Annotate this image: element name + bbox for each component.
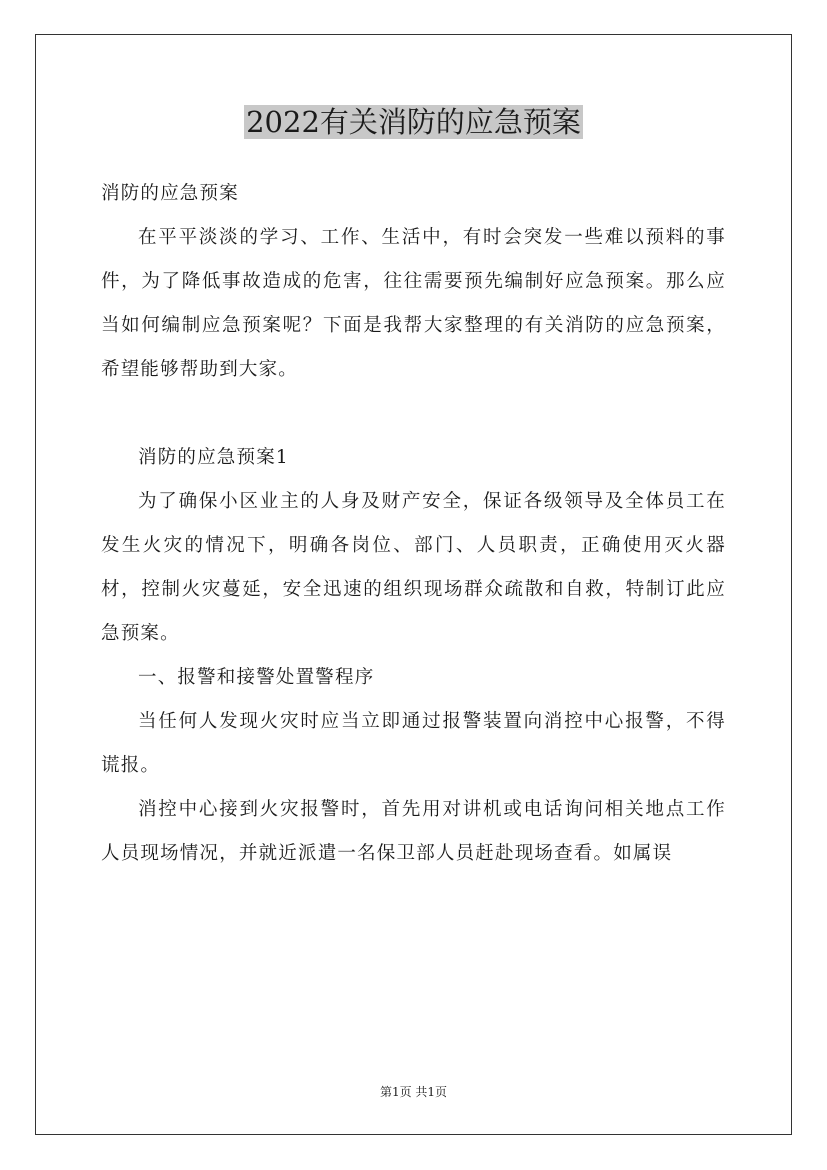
paragraph-report: 当任何人发现火灾时应当立即通过报警装置向消控中心报警，不得谎报。 bbox=[101, 711, 726, 776]
page-footer bbox=[0, 1083, 827, 1101]
paragraph-heading: 消防的应急预案 bbox=[101, 183, 239, 204]
section-heading: 消防的应急预案1 bbox=[138, 447, 289, 468]
page-number: 第1页 共1页 bbox=[379, 1085, 448, 1099]
subsection-heading: 一、报警和接警处置警程序 bbox=[138, 667, 375, 688]
paragraph-intro: 在平平淡淡的学习、工作、生活中，有时会突发一些难以预料的事件，为了降低事故造成的危害，往往需要预先编制好应急预案。那么应当如何编制应急预案呢？下面是我帮大家整理的有关消防的应急预案，希望能够帮助到大家。 bbox=[101, 227, 726, 380]
paragraph-response: 消控中心接到火灾报警时，首先用对讲机或电话询问相关地点工作人员现场情况，并就近派遣一名保卫部人员赶赴现场查看。如属误 bbox=[101, 799, 726, 864]
document-title-text: 2022有关消防的应急预案 bbox=[246, 105, 581, 139]
document-title bbox=[0, 101, 827, 143]
document-body bbox=[101, 172, 726, 876]
blank-line bbox=[101, 392, 726, 436]
paragraph-purpose: 为了确保小区业主的人身及财产安全，保证各级领导及全体员工在发生火灾的情况下，明确各岗位、部门、人员职责，正确使用灭火器材，控制火灾蔓延，安全迅速的组织现场群众疏散和自救，特制订此应急预案。 bbox=[101, 491, 726, 644]
